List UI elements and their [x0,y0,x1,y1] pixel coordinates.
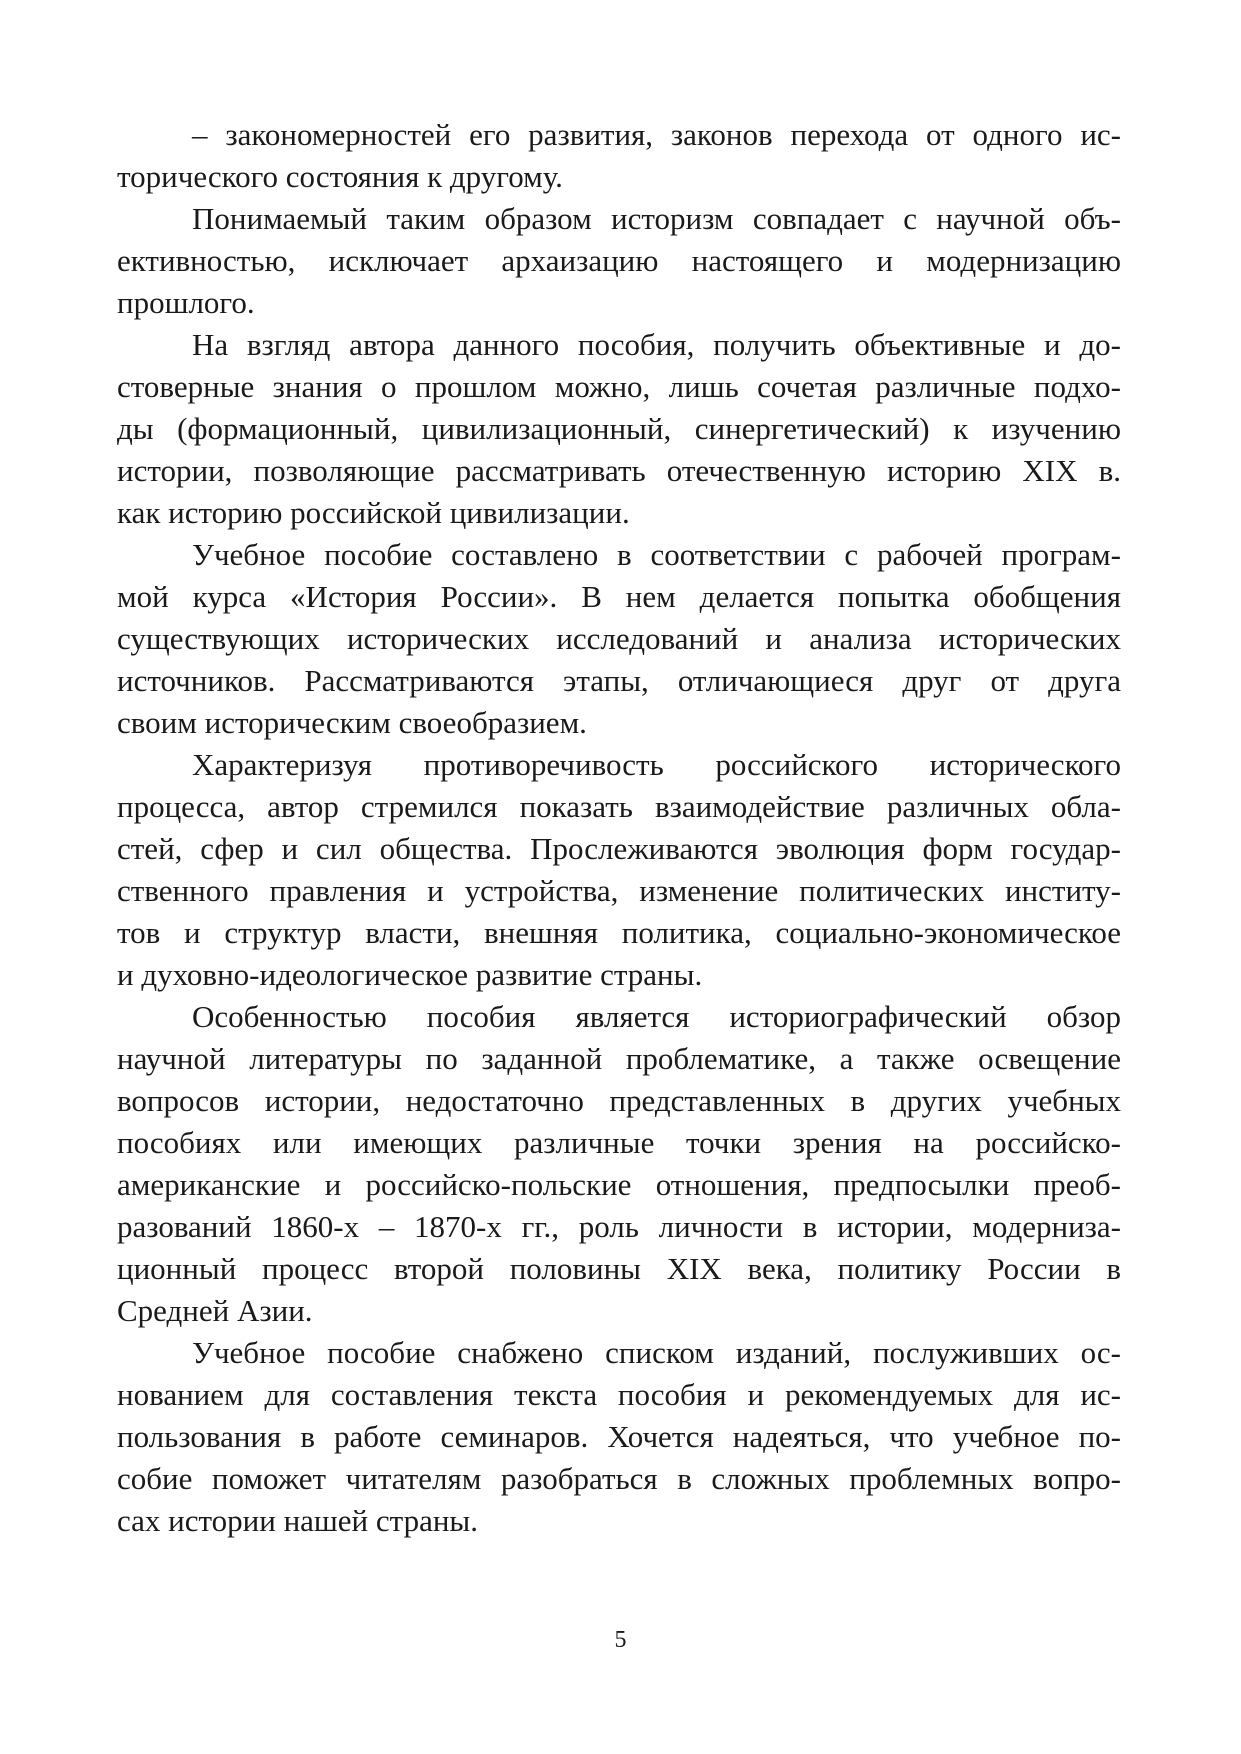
text-line: торического состояния к другому. [117,159,563,194]
text-line: мой курса «История России». В нем делается попытка обобщения [117,579,1121,614]
text-line: тов и структур власти, внешняя политика, социально-экономическое [117,915,1121,950]
text-line: стоверные знания о прошлом можно, лишь сочетая различные подхо- [117,369,1121,404]
text-line: вопросов истории, недостаточно представленных в других учебных [117,1083,1121,1118]
text-line: сах истории нашей страны. [117,1503,478,1538]
text-line: источников. Рассматриваются этапы, отличающиеся друг от друга [117,663,1121,698]
text-line: Особенностью пособия является историографический обзор [192,999,1121,1034]
text-line: Учебное пособие снабжено списком изданий, послуживших ос- [192,1335,1121,1370]
paragraph-5 [117,744,1121,996]
text-line: – закономерностей его развития, законов перехода от одного ис- [192,117,1121,152]
text-line: Характеризуя противоречивость российского исторического [192,747,1121,782]
text-line: своим историческим своеобразием. [117,705,587,740]
text-line: процесса, автор стремился показать взаимодействие различных обла- [117,789,1121,824]
text-line: собие поможет читателям разобраться в сложных проблемных вопро- [117,1461,1121,1496]
text-line: ды (формационный, цивилизационный, синергетический) к изучению [117,411,1121,446]
text-line: истории, позволяющие рассматривать отечественную историю XIX в. [117,453,1121,488]
text-line: Понимаемый таким образом историзм совпадает с научной объ- [192,201,1121,236]
text-line: Средней Азии. [117,1293,313,1328]
paragraph-4 [117,534,1121,744]
paragraph-2 [117,198,1121,324]
paragraph-6 [117,996,1121,1332]
text-line: ективностью, исключает архаизацию настоящего и модернизацию [117,243,1121,278]
text-line: существующих исторических исследований и анализа исторических [117,621,1121,656]
text-line: научной литературы по заданной проблематике, а также освещение [117,1041,1121,1076]
text-line: стей, сфер и сил общества. Прослеживаются эволюция форм государ- [117,831,1121,866]
text-line: нованием для составления текста пособия и рекомендуемых для ис- [117,1377,1121,1412]
text-line: пользования в работе семинаров. Хочется надеяться, что учебное по- [117,1419,1121,1454]
page-body [117,114,1121,1542]
text-line: Учебное пособие составлено в соответствии с рабочей програм- [192,537,1121,572]
text-line: прошлого. [117,285,255,320]
paragraph-7 [117,1332,1121,1542]
text-line: разований 1860-х – 1870-х гг., роль личности в истории, модерниза- [117,1209,1121,1244]
text-line: ственного правления и устройства, изменение политических институ- [117,873,1121,908]
text-line: ционный процесс второй половины XIX века, политику России в [117,1251,1121,1286]
text-line: На взгляд автора данного пособия, получить объективные и до- [192,327,1121,362]
text-line: пособиях или имеющих различные точки зрения на российско- [117,1125,1121,1160]
paragraph-1 [117,114,1121,198]
text-line: американские и российско-польские отношения, предпосылки преоб- [117,1167,1121,1202]
page-number: 5 [614,1627,627,1653]
text-line: и духовно-идеологическое развитие страны. [117,957,703,992]
text-line: как историю российской цивилизации. [117,495,630,530]
paragraph-3 [117,324,1121,534]
